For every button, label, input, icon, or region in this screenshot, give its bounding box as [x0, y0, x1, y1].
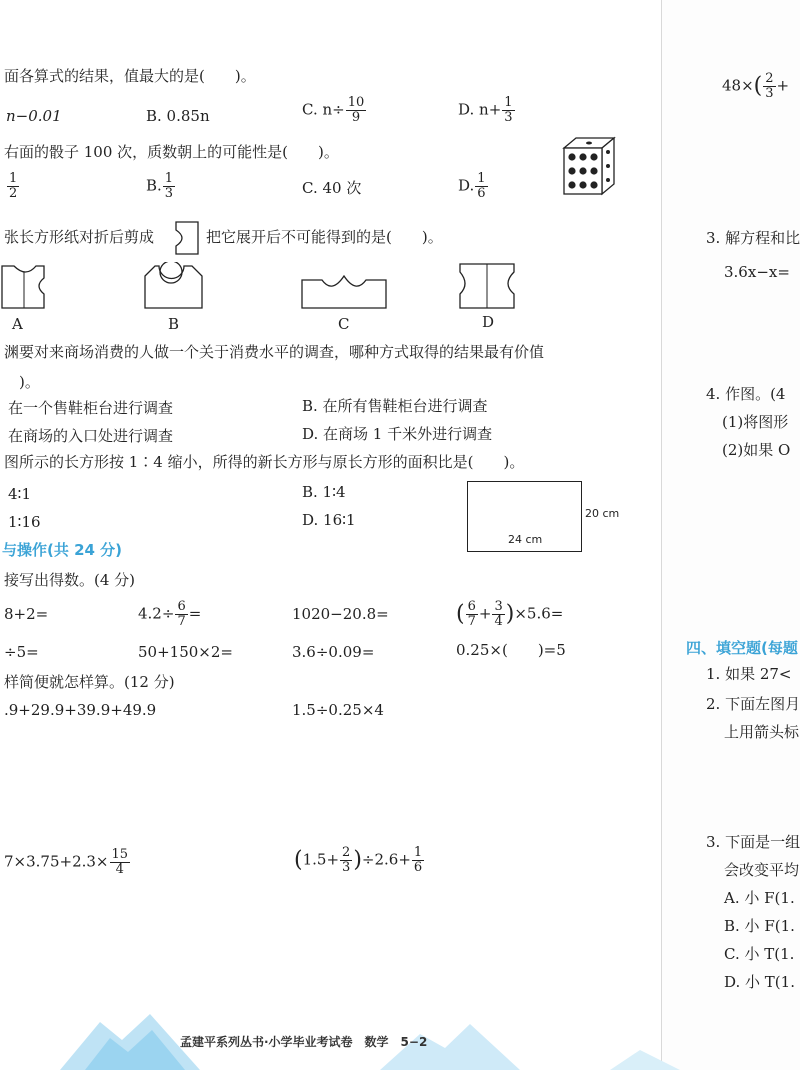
fold-label-b: B — [168, 315, 180, 333]
q-max-option-d: D. n+ $\frac{1}{3}$ — [458, 95, 513, 125]
calc1-r2c2: 50+150×2= — [138, 643, 233, 661]
calc1-r1c1: 8+2= — [4, 605, 49, 623]
fold-label-d: D — [482, 313, 495, 331]
scale-width-label: 24 cm — [508, 533, 543, 546]
right-fill-q3: 3. 下面是一组 — [706, 833, 800, 851]
q-survey-option-c: 在商场的入口处进行调查 — [8, 427, 174, 445]
right-fill-q2: 2. 下面左图月 — [706, 695, 800, 713]
q-max-stem: 面各算式的结果，值最大的是( )。 — [4, 67, 256, 85]
calc2-expr4: (1.5+ $\frac{2}{3}$ )÷2.6+ $\frac{1}{6}$ — [294, 845, 423, 875]
q-scale-option-a: 4∶1 — [8, 485, 31, 503]
right-q4-stem: 4. 作图。(4 — [706, 385, 786, 403]
right-q4-part1: (1)将图形 — [722, 413, 789, 431]
fold-option-shapes — [0, 262, 540, 314]
q-survey-stem-line2: )。 — [4, 373, 40, 391]
calc2-expr3: 7×3.75+2.3× $\frac{15}{4}$ — [4, 847, 129, 877]
calc1-r2c4: 0.25×( )=5 — [456, 641, 566, 659]
calc1-r1c2: 4.2÷ $\frac{6}{7}$ = — [138, 599, 202, 629]
calc1-r1c4: ( $\frac{6}{7}$ + $\frac{3}{4}$ )×5.6= — [456, 599, 564, 629]
right-q3-equation: 3.6x−x= — [724, 263, 790, 281]
right-fill-q3-line2: 会改变平均 — [724, 861, 800, 879]
right-expr-48: 48×( $\frac{2}{3}$ + — [722, 71, 790, 101]
column-divider — [661, 0, 662, 1070]
q-dice-option-a: $\frac{1}{2}$ — [9, 171, 18, 201]
section-3-title: 与操作(共 24 分) — [2, 541, 123, 559]
q-scale-option-d: D. 16∶1 — [302, 511, 356, 529]
calc1-r1c3: 1020−20.8= — [292, 605, 389, 623]
calc2-expr1: .9+29.9+39.9+49.9 — [4, 701, 157, 719]
q-survey-option-a: 在一个售鞋柜台进行调查 — [8, 399, 174, 417]
q-dice-option-b: B. $\frac{1}{3}$ — [146, 171, 174, 201]
folded-paper-shape — [172, 220, 202, 256]
q-scale-option-b: B. 1∶4 — [302, 483, 346, 501]
q-dice-stem: 右面的骰子 100 次，质数朝上的可能性是( )。 — [4, 143, 339, 161]
fold-label-a: A — [12, 315, 23, 333]
calc1-stem: 接写出得数。(4 分) — [4, 571, 136, 589]
dice-illustration — [558, 136, 618, 198]
right-fill-q3-option-a: A. 小 F(1. — [724, 889, 795, 907]
calc2-stem: 样简便就怎样算。(12 分) — [4, 673, 175, 691]
q-scale-stem: 图所示的长方形按 1∶4 缩小，所得的新长方形与原长方形的面积比是( )。 — [4, 453, 525, 471]
q-max-option-a: n−0.01 — [6, 107, 62, 125]
right-q3-stem: 3. 解方程和比 — [706, 229, 800, 247]
calc2-expr2: 1.5÷0.25×4 — [292, 701, 384, 719]
calc1-r2c1: ÷5= — [4, 643, 39, 661]
right-q4-part2: (2)如果 O — [722, 441, 791, 459]
right-fill-q3-option-b: B. 小 F(1. — [724, 917, 795, 935]
footer-text: 孟建平系列丛书·小学毕业考试卷 数学 5−2 — [180, 1035, 428, 1049]
right-fill-q1: 1. 如果 27< — [706, 665, 792, 683]
calc1-r2c3: 3.6÷0.09= — [292, 643, 375, 661]
scale-height-label: 20 cm — [585, 507, 620, 520]
section-4-title: 四、填空题(每题 — [686, 639, 798, 657]
q-fold-stem-part2: 把它展开后不可能得到的是( )。 — [206, 228, 443, 246]
right-fill-q3-option-c: C. 小 T(1. — [724, 945, 795, 963]
q-scale-option-c: 1∶16 — [8, 513, 41, 531]
q-fold-stem-part1: 张长方形纸对折后剪成 — [4, 228, 155, 246]
q-survey-option-b: B. 在所有售鞋柜台进行调查 — [302, 397, 488, 415]
q-dice-option-d: D. $\frac{1}{6}$ — [458, 171, 486, 201]
q-survey-option-d: D. 在商场 1 千米外进行调查 — [302, 425, 493, 443]
right-column-background — [662, 0, 800, 1070]
q-max-option-c: C. n÷ $\frac{10}{9}$ — [302, 95, 365, 125]
q-survey-stem: 渊要对来商场消费的人做一个关于消费水平的调查，哪种方式取得的结果最有价值 — [4, 343, 545, 361]
right-fill-q2-line2: 上用箭头标 — [724, 723, 800, 741]
q-max-option-b: B. 0.85n — [146, 107, 210, 125]
right-fill-q3-option-d: D. 小 T(1. — [724, 973, 795, 991]
q-dice-option-c: C. 40 次 — [302, 179, 362, 197]
fold-label-c: C — [338, 315, 350, 333]
